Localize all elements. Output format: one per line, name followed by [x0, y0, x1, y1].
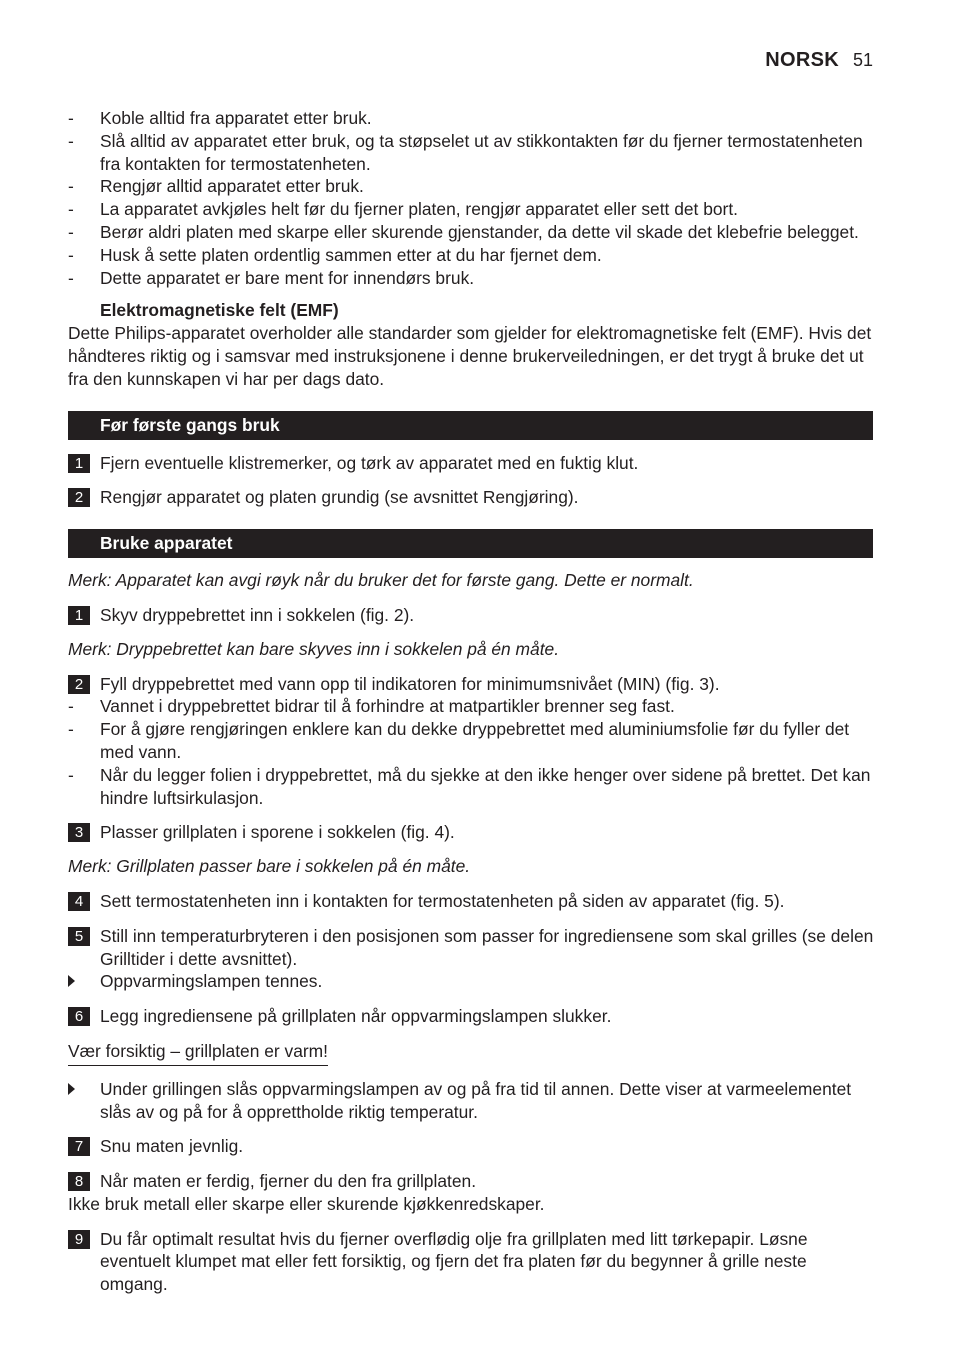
step-item: 6 Legg ingrediensene på grillplaten når oppvarmingslampen slukker.	[68, 1005, 874, 1028]
step-number: 2	[68, 675, 90, 694]
step-item: 1 Fjern eventuelle klistremerker, og tørk av apparatet med en fuktig klut.	[68, 452, 874, 475]
warnings-list	[68, 107, 874, 289]
step-item: 9 Du får optimalt resultat hvis du fjerner overflødig olje fra grillplaten med litt tørkepapir. Løsne eventuelt klumpet mat eller fett forsiktig, og fjern det fra platen før du begynner å grille neste omgang.	[68, 1228, 874, 1296]
page-header	[765, 49, 873, 72]
step-item: 1 Skyv dryppebrettet inn i sokkelen (fig. 2).	[68, 604, 874, 627]
list-item: - Rengjør alltid apparatet etter bruk.	[68, 176, 364, 197]
step-number: 3	[68, 823, 90, 842]
step-number: 6	[68, 1007, 90, 1026]
language-label: NORSK	[765, 49, 839, 71]
step-number: 4	[68, 892, 90, 911]
step-item: 8 Når maten er ferdig, fjerner du den fra grillplaten.	[68, 1170, 874, 1193]
list-item: - Berør aldri platen med skarpe eller skurende gjenstander, da dette vil skade det klebefrie belegget.	[68, 221, 859, 242]
emf-heading: Elektromagnetiske felt (EMF)	[100, 300, 339, 321]
emf-text: Dette Philips-apparatet overholder alle standarder som gjelder for elektromagnetiske felt (EMF). Hvis det håndteres riktig og i samsvar med instruksjonene i denne brukerveiledningen, er det trygt å bruke det ut fra den kunnskapen vi har per dags dato.	[68, 323, 872, 389]
list-item: - La apparatet avkjøles helt før du fjerner platen, rengjør apparatet eller sett det bort.	[68, 199, 738, 220]
list-item: - Vannet i dryppebrettet bidrar til å forhindre at matpartikler brenner seg fast.	[68, 696, 675, 717]
list-item: - For å gjøre rengjøringen enklere kan du dekke dryppebrettet med aluminiumsfolie før du fyller det med vann.	[68, 719, 850, 762]
step-number: 8	[68, 1172, 90, 1191]
step-number: 9	[68, 1230, 90, 1249]
step-number: 5	[68, 927, 90, 946]
section-heading-using: Bruke apparatet	[68, 529, 873, 558]
step-item: 2 Rengjør apparatet og platen grundig (se avsnittet Rengjøring).	[68, 486, 874, 509]
step-item: 3 Plasser grillplaten i sporene i sokkelen (fig. 4).	[68, 821, 874, 844]
list-item: - Husk å sette platen ordentlig sammen etter at du har fjernet dem.	[68, 244, 602, 265]
step-number: 1	[68, 454, 90, 473]
note-text: Merk: Dryppebrettet kan bare skyves inn i sokkelen på én måte.	[68, 638, 560, 659]
result-item: Oppvarmingslampen tennes.	[68, 970, 874, 993]
page-content	[68, 107, 874, 1296]
plain-text: Ikke bruk metall eller skarpe eller skurende kjøkkenredskaper.	[68, 1193, 545, 1214]
list-item: - Koble alltid fra apparatet etter bruk.	[68, 108, 372, 128]
step-number: 2	[68, 488, 90, 507]
info-item: Under grillingen slås oppvarmingslampen av og på fra tid til annen. Dette viser at varmeelementet slås av og på for å opprettholde riktig temperatur.	[68, 1078, 874, 1124]
note-text: Merk: Grillplaten passer bare i sokkelen på én måte.	[68, 856, 471, 877]
list-item: - Slå alltid av apparatet etter bruk, og ta støpselet ut av stikkontakten før du fjerner termostatenheten fra kontakten for termostatenheten.	[68, 130, 863, 174]
step-item: 7 Snu maten jevnlig.	[68, 1135, 874, 1158]
section-heading-first-use: Før første gangs bruk	[68, 411, 873, 440]
step-item: 5 Still inn temperaturbryteren i den posisjonen som passer for ingrediensene som skal grilles (se delen Grilltider i dette avsnittet).	[68, 925, 874, 971]
note-text: Merk: Apparatet kan avgi røyk når du bruker det for første gang. Dette er normalt.	[68, 570, 694, 591]
list-item: - Dette apparatet er bare ment for innendørs bruk.	[68, 267, 475, 288]
step-number: 7	[68, 1137, 90, 1156]
list-item: - Når du legger folien i dryppebrettet, må du sjekke at den ikke henger over sidene på brettet. Det kan hindre luftsirkulasjon.	[68, 764, 871, 808]
triangle-bullet-icon	[68, 975, 75, 987]
triangle-bullet-icon	[68, 1083, 75, 1095]
step-number: 1	[68, 606, 90, 625]
step-item: 4 Sett termostatenheten inn i kontakten for termostatenheten på siden av apparatet (fig. 5).	[68, 890, 874, 913]
step-item: 2 Fyll dryppebrettet med vann opp til indikatoren for minimumsnivået (MIN) (fig. 3).	[68, 673, 874, 696]
page-number: 51	[852, 50, 873, 70]
caution-text: Vær forsiktig – grillplaten er varm!	[68, 1040, 328, 1066]
